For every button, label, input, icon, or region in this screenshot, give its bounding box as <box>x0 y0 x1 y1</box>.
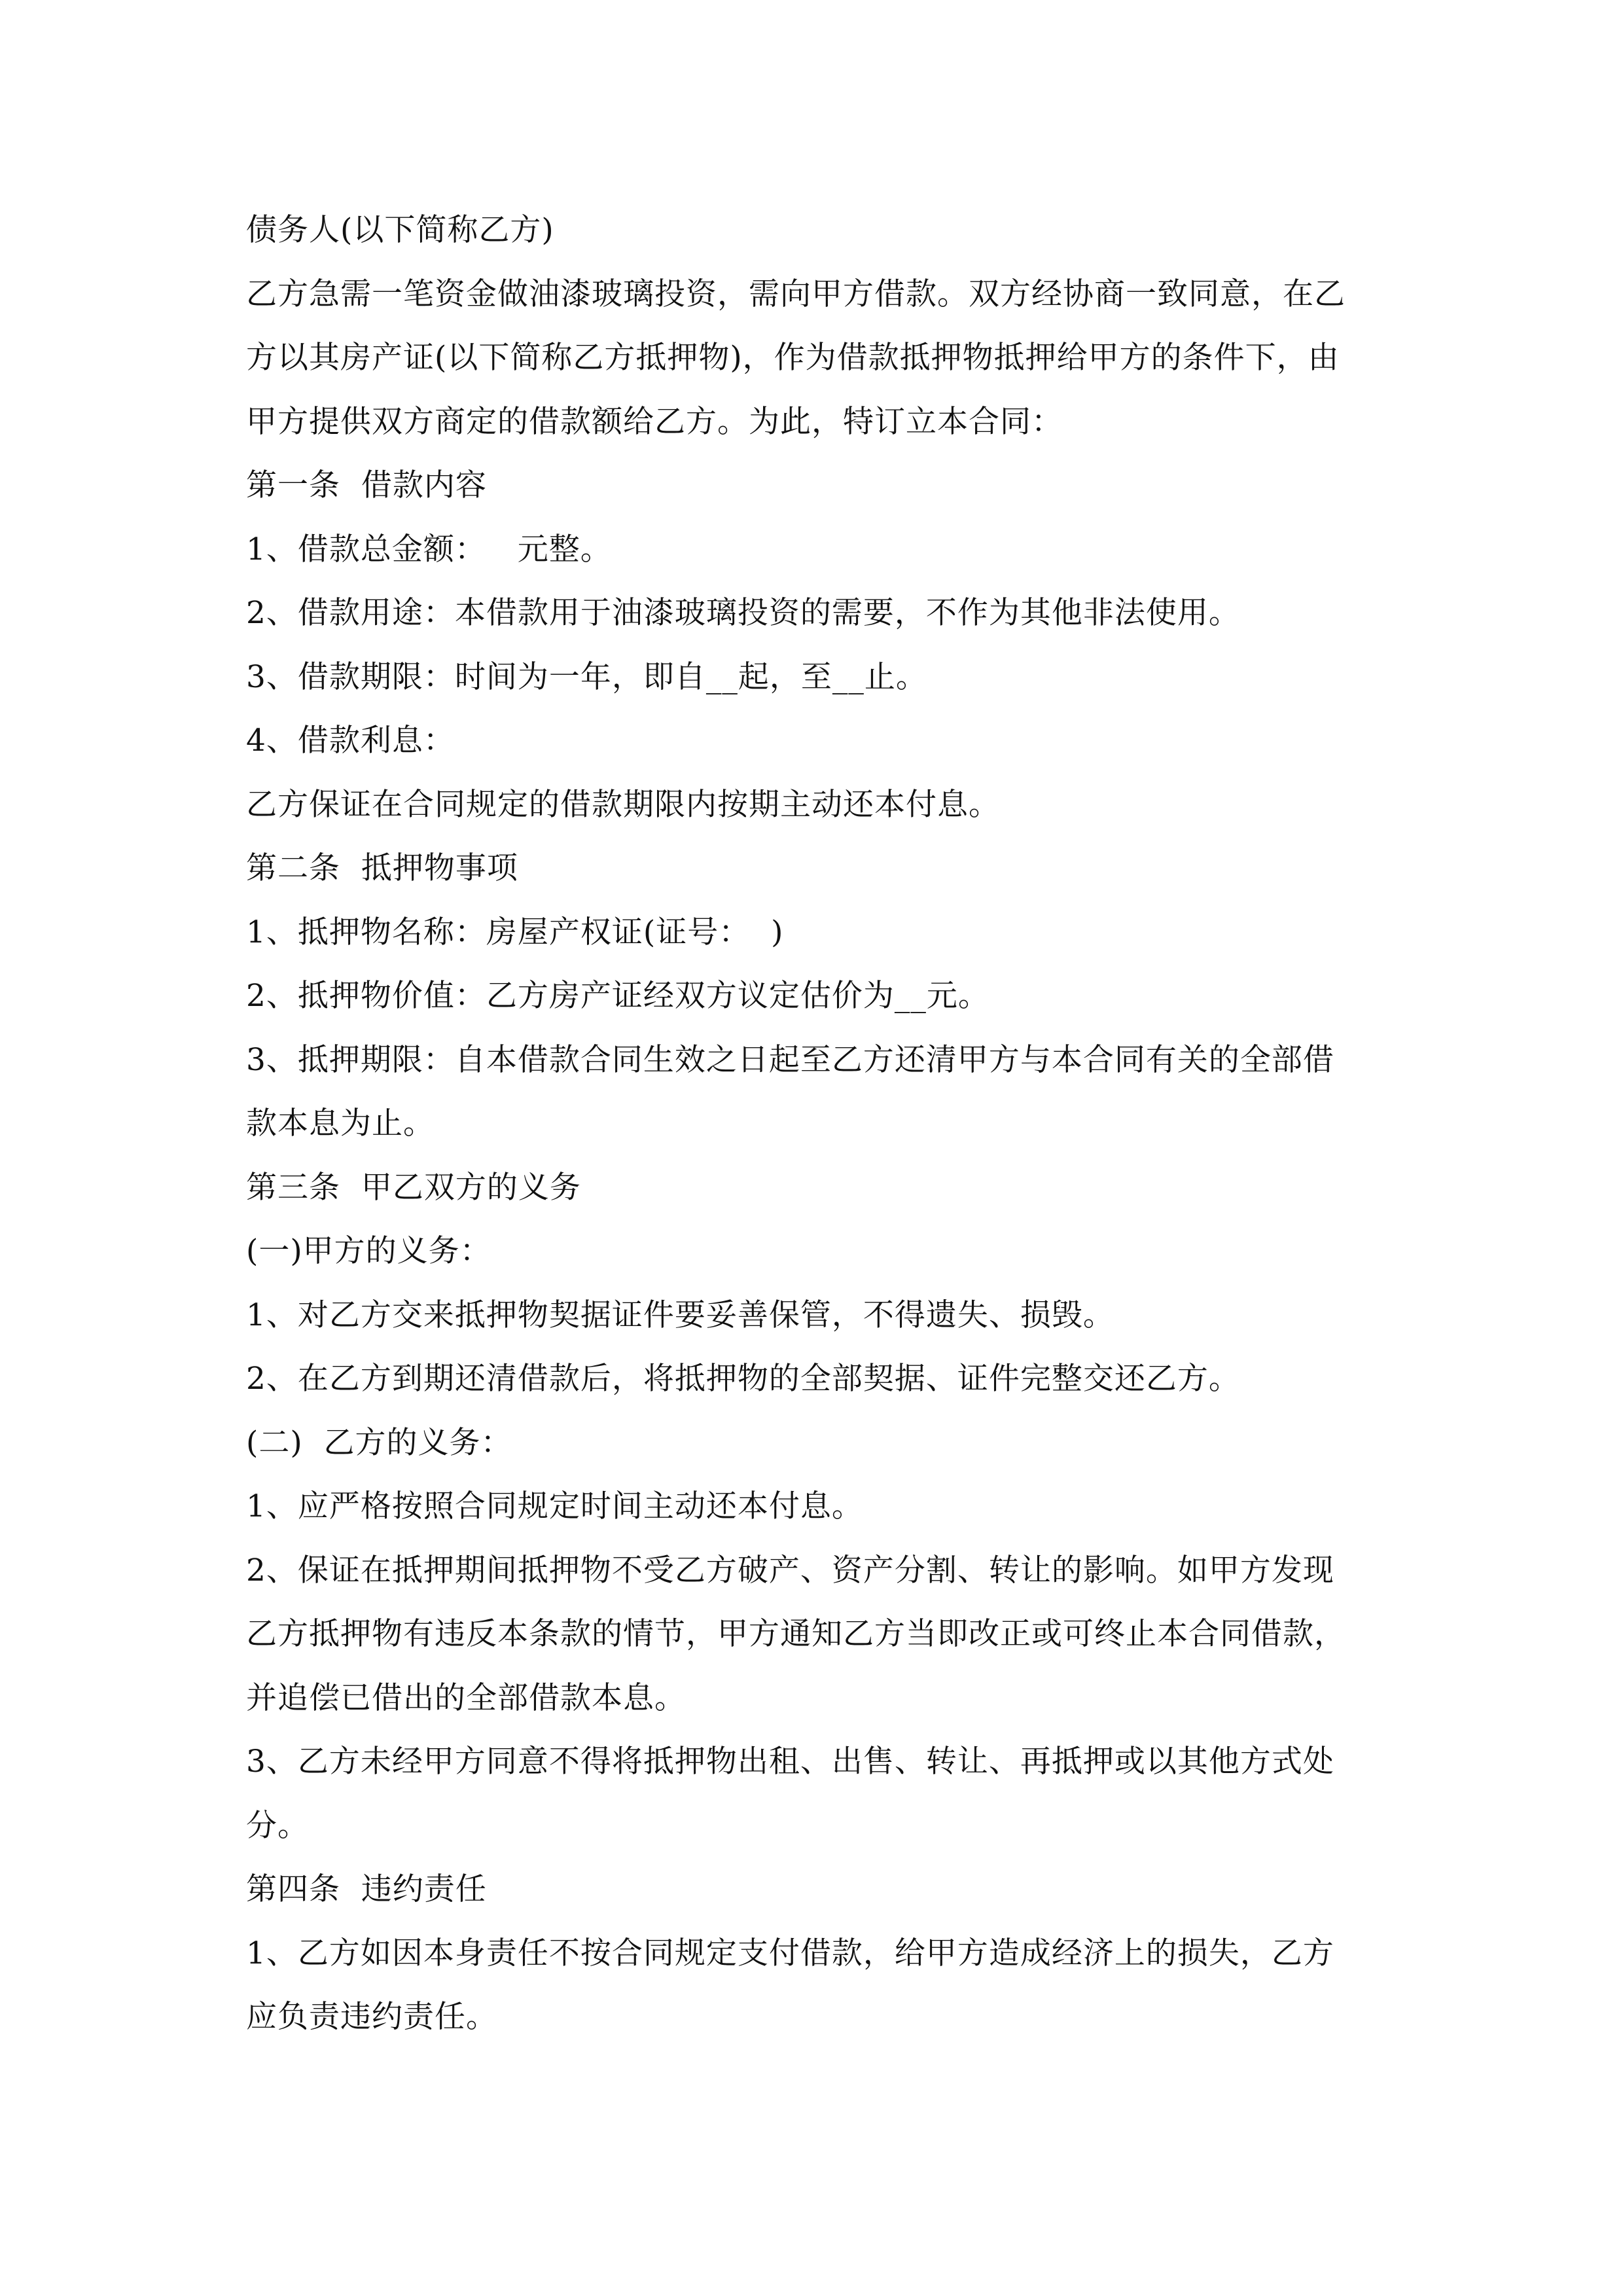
collateral-term-item-line-2: 款本息为止。 <box>246 1105 435 1141</box>
contract-body <box>246 198 1398 2049</box>
preamble-line-3: 甲方提供双方商定的借款额给乙方。为此，特订立本合同： <box>246 403 1063 440</box>
party-b-obligation-1: 1、应严格按照合同规定时间主动还本付息。 <box>246 1488 863 1524</box>
article-2-heading: 第二条 抵押物事项 <box>246 850 518 886</box>
party-b-obligations-heading: (二) 乙方的义务： <box>246 1424 512 1461</box>
preamble-line-2: 方以其房产证(以下简称乙方抵押物)，作为借款抵押物抵押给甲方的条件下，由 <box>246 340 1340 376</box>
party-a-obligations-heading: (一)甲方的义务： <box>246 1233 491 1269</box>
party-b-obligation-2-line-1: 2、保证在抵押期间抵押物不受乙方破产、资产分割、转让的影响。如甲方发现 <box>246 1552 1334 1588</box>
loan-amount-item: 1、借款总金额： 元整。 <box>246 531 612 567</box>
collateral-term-item-line-1: 3、抵押期限：自本借款合同生效之日起至乙方还清甲方与本合同有关的全部借 <box>246 1041 1334 1078</box>
party-b-obligation-2-line-2: 乙方抵押物有违反本条款的情节，甲方通知乙方当即改正或可终止本合同借款， <box>246 1616 1346 1652</box>
liability-item-1-line-2: 应负责违约责任。 <box>246 1999 497 2035</box>
preamble-line-1: 乙方急需一笔资金做油漆玻璃投资，需向甲方借款。双方经协商一致同意，在乙 <box>246 276 1346 312</box>
party-b-obligation-3-line-1: 3、乙方未经甲方同意不得将抵押物出租、出售、转让、再抵押或以其他方式处 <box>246 1744 1334 1780</box>
loan-term-item: 3、借款期限：时间为一年，即自__起，至__止。 <box>246 658 927 695</box>
article-4-heading: 第四条 违约责任 <box>246 1871 487 1907</box>
party-b-obligation-2-line-3: 并追偿已借出的全部借款本息。 <box>246 1679 686 1716</box>
repayment-guarantee-line: 乙方保证在合同规定的借款期限内按期主动还本付息。 <box>246 786 1000 823</box>
liability-item-1-line-1: 1、乙方如因本身责任不按合同规定支付借款，给甲方造成经济上的损失，乙方 <box>246 1935 1334 1971</box>
party-b-obligation-3-line-2: 分。 <box>246 1807 309 1844</box>
collateral-name-item: 1、抵押物名称：房屋产权证(证号： ) <box>246 914 784 950</box>
loan-interest-item: 4、借款利息： <box>246 723 455 759</box>
party-a-obligation-1: 1、对乙方交来抵押物契据证件要妥善保管，不得遗失、损毁。 <box>246 1297 1115 1333</box>
collateral-value-item: 2、抵押物价值：乙方房产证经双方议定估价为__元。 <box>246 978 990 1014</box>
loan-purpose-item: 2、借款用途：本借款用于油漆玻璃投资的需要，不作为其他非法使用。 <box>246 595 1240 631</box>
article-3-heading: 第三条 甲乙双方的义务 <box>246 1169 581 1206</box>
article-1-heading: 第一条 借款内容 <box>246 467 487 503</box>
debtor-line: 债务人(以下简称乙方) <box>246 212 554 248</box>
party-a-obligation-2: 2、在乙方到期还清借款后，将抵押物的全部契据、证件完整交还乙方。 <box>246 1361 1240 1397</box>
